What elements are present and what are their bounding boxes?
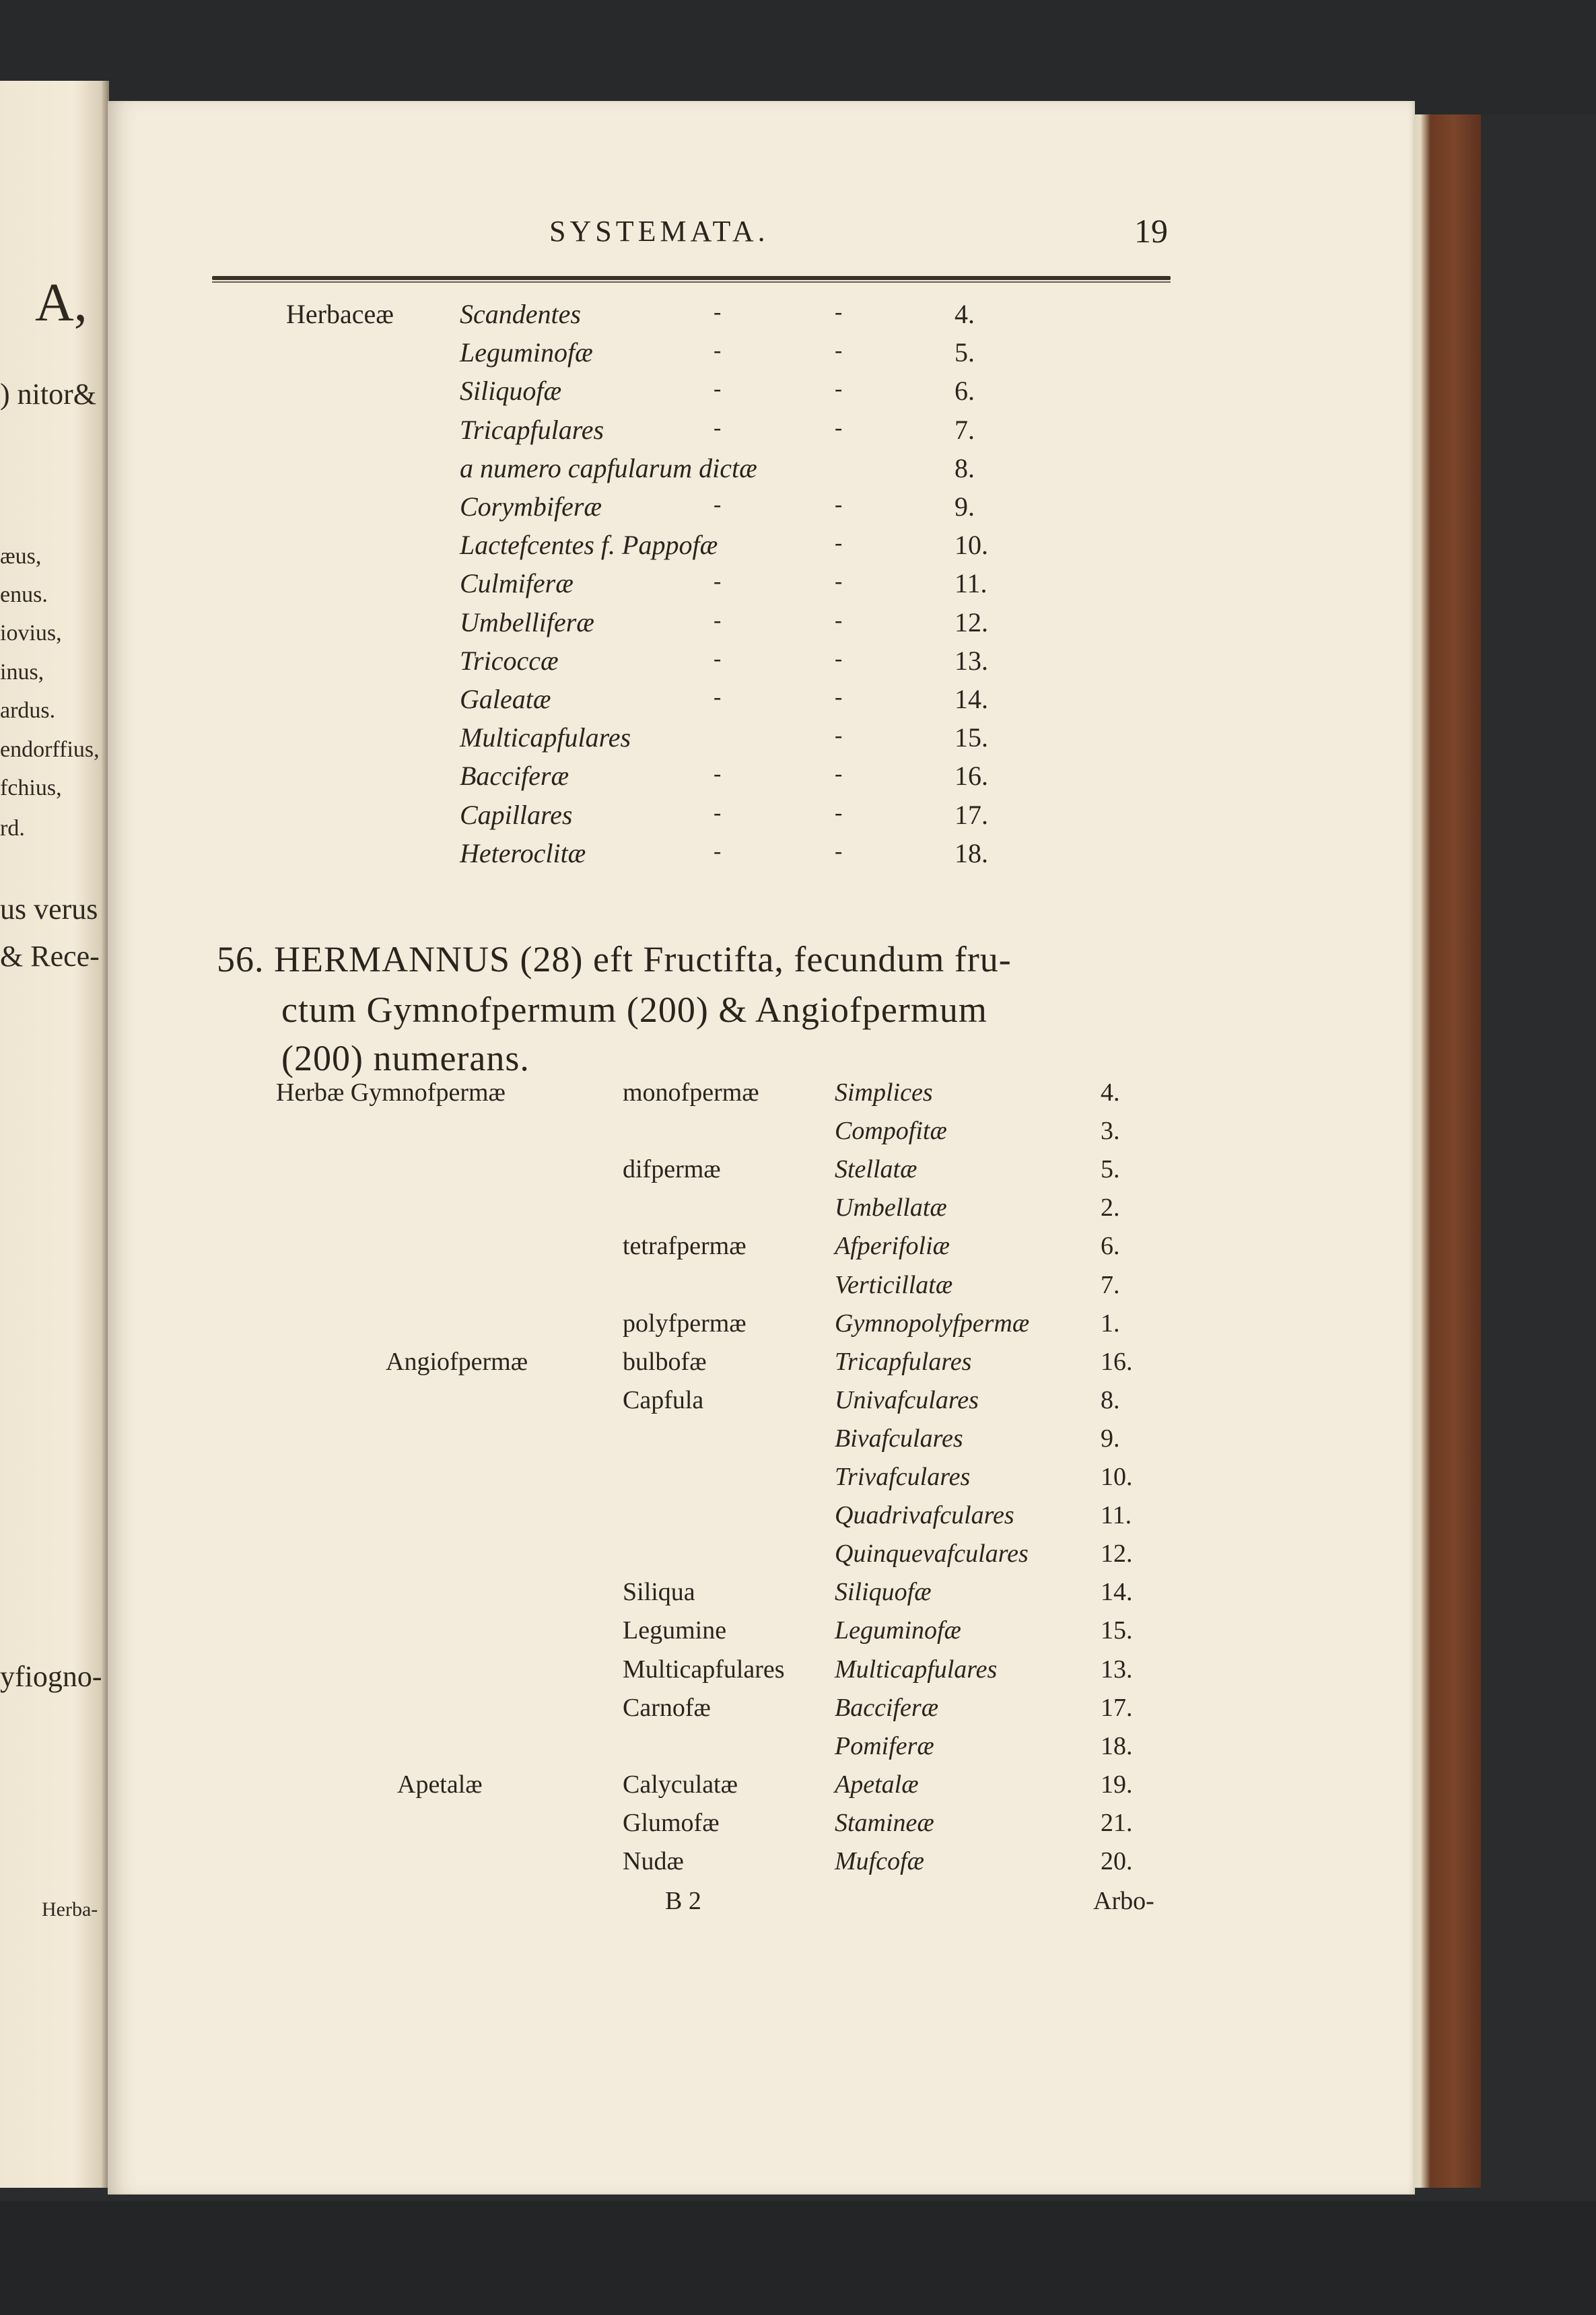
left-page-text: rd. <box>0 816 25 841</box>
left-page-text: enus. <box>0 582 48 607</box>
table1-name: Lactefcentes f. Pappofæ <box>460 530 718 561</box>
table1-number: 10. <box>955 530 988 561</box>
table1-dash: - <box>714 685 722 710</box>
table1-dash: - <box>714 376 722 402</box>
left-page-text: endorffius, <box>0 737 100 762</box>
table2-number: 17. <box>1101 1693 1133 1722</box>
table2-number: 4. <box>1101 1078 1120 1107</box>
table2-name: Compofitæ <box>835 1117 947 1146</box>
left-page-text: & Rece- <box>0 940 100 973</box>
table1-dash: - <box>835 761 843 787</box>
table2-name: Leguminofæ <box>835 1616 961 1645</box>
running-head-title: SYSTEMATA. <box>549 215 769 248</box>
table2-name: Mufcofæ <box>835 1847 924 1875</box>
table2-subclass: Carnofæ <box>623 1693 711 1722</box>
table1-dash: - <box>835 530 843 556</box>
signature-mark: B 2 <box>665 1887 701 1915</box>
table2-subclass: monofpermæ <box>623 1078 759 1107</box>
table2-number: 11. <box>1101 1501 1132 1530</box>
table1-dash: - <box>835 838 843 864</box>
table1-number: 14. <box>955 684 988 714</box>
table2-number: 18. <box>1101 1731 1133 1760</box>
table2-name: Apetalæ <box>835 1770 919 1799</box>
table1-dash: - <box>835 607 843 633</box>
table2-name: Bivafculares <box>835 1424 963 1453</box>
table1-dash: - <box>835 723 843 749</box>
table2-class: Angiofpermæ <box>386 1347 528 1376</box>
page-number: 19 <box>1134 212 1168 250</box>
left-page-text: Herba- <box>42 1898 98 1921</box>
table2-number: 3. <box>1101 1117 1120 1146</box>
table2-name: Afperifoliæ <box>835 1232 950 1261</box>
header-rule <box>212 276 1171 280</box>
table2-subclass: difpermæ <box>623 1155 721 1184</box>
table2-number: 1. <box>1101 1309 1120 1338</box>
section-56-line-3: (200) numerans. <box>281 1038 530 1078</box>
table1-dash: - <box>714 338 722 364</box>
table2-name: Umbellatæ <box>835 1194 947 1222</box>
table2-name: Gymnopolyfpermæ <box>835 1309 1030 1338</box>
left-page-text: iovius, <box>0 621 62 646</box>
table2-name: Quinquevafculares <box>835 1540 1029 1568</box>
left-page-text: yfiogno- <box>0 1660 102 1693</box>
table2-number: 19. <box>1101 1770 1133 1799</box>
table2-number: 21. <box>1101 1808 1133 1837</box>
table1-dash: - <box>714 492 722 517</box>
table2-number: 13. <box>1101 1655 1133 1684</box>
table1-number: 7. <box>955 414 975 445</box>
table1-name: Scandentes <box>460 299 581 329</box>
table2-subclass: Legumine <box>623 1616 727 1645</box>
table1-number: 4. <box>955 299 975 329</box>
section-56-line-1: 56. HERMANNUS (28) eft Fructifta, fecundum fru- <box>217 939 1012 979</box>
table2-number: 8. <box>1101 1385 1120 1414</box>
table1-name: Bacciferæ <box>460 761 569 792</box>
table2-number: 9. <box>1101 1424 1120 1453</box>
table2-name: Bacciferæ <box>835 1693 939 1722</box>
table1-name: Capillares <box>460 799 573 830</box>
table1-name: Umbelliferæ <box>460 607 594 637</box>
table2-subclass: Capfula <box>623 1385 704 1414</box>
table2-number: 6. <box>1101 1232 1120 1261</box>
left-page-fragment <box>0 81 109 2188</box>
table2-subclass: Glumofæ <box>623 1808 720 1837</box>
table2-subclass: Multicapfulares <box>623 1655 785 1684</box>
left-page-text: inus, <box>0 660 44 685</box>
table1-dash: - <box>714 761 722 787</box>
table1-dash: - <box>714 646 722 671</box>
table1-dash: - <box>835 415 843 440</box>
table1-name: Galeatæ <box>460 684 551 714</box>
table1-number: 5. <box>955 337 975 368</box>
table1-number: 17. <box>955 799 988 830</box>
table1-name: Culmiferæ <box>460 568 574 599</box>
table1-number: 11. <box>955 568 987 599</box>
table1-name: Corymbiferæ <box>460 491 602 522</box>
table2-subclass: Calyculatæ <box>623 1770 738 1799</box>
left-page-text: fchius, <box>0 775 62 800</box>
table1-name: Tricoccæ <box>460 645 559 676</box>
table2-class: Apetalæ <box>397 1770 483 1799</box>
table1-name: Leguminofæ <box>460 337 593 368</box>
table2-subclass: bulbofæ <box>623 1347 707 1376</box>
table2-subclass: polyfpermæ <box>623 1309 747 1338</box>
table2-name: Trivafculares <box>835 1463 971 1491</box>
left-page-text: ) nitor& <box>0 378 96 411</box>
left-page-text: æus, <box>0 544 42 569</box>
table1-number: 8. <box>955 452 975 483</box>
table1-dash: - <box>835 338 843 364</box>
table1-name: Multicapfulares <box>460 722 631 753</box>
table1-dash: - <box>835 646 843 671</box>
table2-number: 14. <box>1101 1578 1133 1607</box>
table1-dash: - <box>714 800 722 825</box>
table2-name: Tricapfulares <box>835 1347 972 1376</box>
table1-dash: - <box>835 376 843 402</box>
header-rule-thin <box>212 281 1171 283</box>
table1-number: 9. <box>955 491 975 522</box>
table2-number: 16. <box>1101 1347 1133 1376</box>
table1-number: 6. <box>955 376 975 407</box>
left-page-text: us verus <box>0 893 98 926</box>
table1-dash: - <box>714 838 722 864</box>
table1-dash: - <box>835 685 843 710</box>
table2-name: Multicapfulares <box>835 1655 998 1684</box>
table1-dash: - <box>835 300 843 324</box>
table2-name: Pomiferæ <box>835 1731 934 1760</box>
left-page-text: ardus. <box>0 698 56 723</box>
table2-number: 10. <box>1101 1463 1133 1491</box>
group-label-herbaceae: Herbaceæ <box>286 299 394 329</box>
table2-subclass: Nudæ <box>623 1847 684 1875</box>
catchword: Arbo- <box>1093 1887 1154 1915</box>
table2-number: 7. <box>1101 1270 1120 1299</box>
table1-name: a numero capfularum dictæ <box>460 452 757 483</box>
table2-number: 12. <box>1101 1540 1133 1568</box>
table1-dash: - <box>714 415 722 440</box>
table2-number: 15. <box>1101 1616 1133 1645</box>
table1-dash: - <box>835 569 843 594</box>
table1-dash: - <box>714 569 722 594</box>
table1-name: Tricapfulares <box>460 414 604 445</box>
table2-name: Univafculares <box>835 1385 979 1414</box>
table1-dash: - <box>835 492 843 517</box>
table1-name: Siliquofæ <box>460 376 562 407</box>
table1-dash: - <box>835 800 843 825</box>
table2-name: Siliquofæ <box>835 1578 932 1607</box>
background-top <box>0 0 1596 114</box>
left-page-text: A, <box>35 273 88 333</box>
table1-number: 12. <box>955 607 988 637</box>
table1-number: 13. <box>955 645 988 676</box>
table1-number: 15. <box>955 722 988 753</box>
table2-number: 20. <box>1101 1847 1133 1875</box>
section-56-line-2: ctum Gymnofpermum (200) & Angiofpermum <box>281 990 987 1030</box>
book-page <box>108 101 1415 2195</box>
table2-name: Quadrivafculares <box>835 1501 1014 1530</box>
table2-number: 5. <box>1101 1155 1120 1184</box>
table1-number: 16. <box>955 761 988 792</box>
table2-name: Simplices <box>835 1078 933 1107</box>
table2-subclass: Siliqua <box>623 1578 695 1607</box>
table2-name: Stamineæ <box>835 1808 934 1837</box>
table1-number: 18. <box>955 837 988 868</box>
table1-dash: - <box>714 300 722 324</box>
table1-dash: - <box>714 607 722 633</box>
background-bottom <box>0 2201 1596 2315</box>
table2-subclass: tetrafpermæ <box>623 1232 747 1261</box>
table2-class: Herbæ Gymnofpermæ <box>276 1078 506 1107</box>
table1-name: Heteroclitæ <box>460 837 586 868</box>
table2-name: Verticillatæ <box>835 1270 953 1299</box>
table2-number: 2. <box>1101 1194 1120 1222</box>
table2-name: Stellatæ <box>835 1155 917 1184</box>
